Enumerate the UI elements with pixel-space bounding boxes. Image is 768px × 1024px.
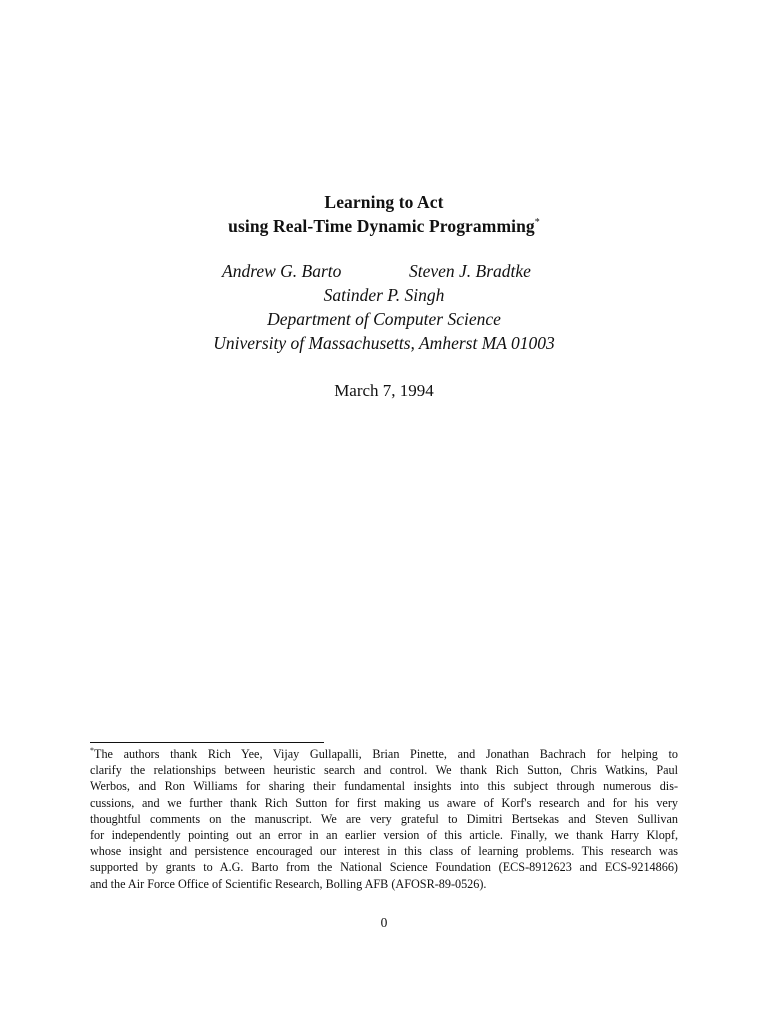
footnote-line: and the Air Force Office of Scientific Research, Bolling AFB (AFOSR-89-0526). xyxy=(90,876,487,891)
footnote-marker: * xyxy=(90,745,94,755)
acknowledgement-footnote xyxy=(90,746,678,892)
footnote-line: supported by grants to A.G. Barto from the National Science Foundation (ECS-8912623 and ECS-9214866) xyxy=(90,860,678,875)
paper-title-line-2 xyxy=(0,214,768,239)
affiliation-university: University of Massachusetts, Amherst MA 01003 xyxy=(213,333,555,353)
footnote-line: whose insight and persistence encouraged our interest in this class of learning problems. This research was xyxy=(90,844,678,859)
title-footnote-marker: * xyxy=(534,217,540,229)
title-text-2: using Real-Time Dynamic Programming xyxy=(228,216,535,236)
footnote-line: clarify the relationships between heuristic search and control. We thank Rich Sutton, Chris Watkins, Paul xyxy=(90,763,678,778)
paper-date: March 7, 1994 xyxy=(334,381,434,400)
footnote-line: cussions, and we further thank Rich Sutton for first making us aware of Korf's research and for his very xyxy=(90,795,678,810)
title-text-1: Learning to Act xyxy=(324,192,444,212)
footnote-line-text: The authors thank Rich Yee, Vijay Gullapalli, Brian Pinette, and Jonathan Bachrach for helping to xyxy=(94,747,678,761)
author-singh: Satinder P. Singh xyxy=(323,285,445,305)
footnote-line xyxy=(90,746,678,762)
author-barto: Andrew G. Barto xyxy=(222,261,342,281)
footnote-line: for independently pointing out an error in an earlier version of this article. Finally, we thank Harry Klopf, xyxy=(90,828,678,843)
author-bradtke: Steven J. Bradtke xyxy=(409,261,531,281)
page-number: 0 xyxy=(380,915,388,930)
footnote-line: thoughtful comments on the manuscript. We are very grateful to Dimitri Bertsekas and Steven Sullivan xyxy=(90,811,678,826)
footnote-line: Werbos, and Ron Williams for sharing their fundamental insights into this subject through numerous dis- xyxy=(90,779,678,794)
affiliation-department: Department of Computer Science xyxy=(267,309,501,329)
paper-title-line-1 xyxy=(0,190,768,215)
footnote-rule xyxy=(90,742,324,743)
